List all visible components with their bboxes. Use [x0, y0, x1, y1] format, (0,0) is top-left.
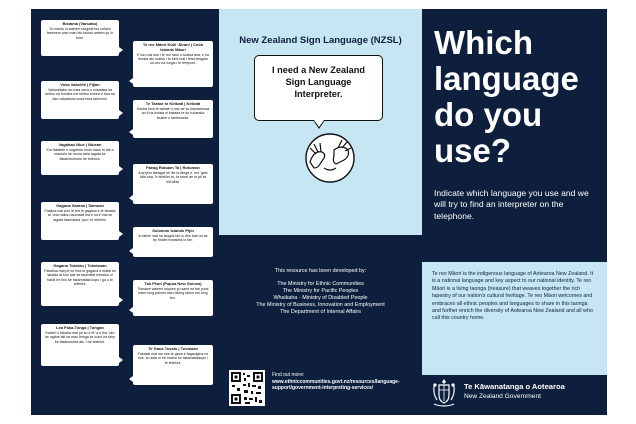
find-more-label: Find out more: [272, 372, 305, 378]
bubble-title: Vosa VakaViti | Fijian [60, 82, 100, 87]
bubble-body: Kia fakakite e vagahau motu hauu to tali a mautolu ke moua taha tagata ke fakahokohoko he telefoni. [46, 148, 114, 161]
bubble-title: Tok Pisin (Papua New Guinea) [144, 281, 202, 286]
bubble-body: Toksave wanem tokples yu save na bai yumi traim long painim man bilong tanim tok long fon. [137, 287, 209, 300]
language-bubble-rotuman [133, 164, 213, 204]
nzsl-title: New Zealand Sign Language (NZSL) [239, 35, 402, 46]
bubble-body: Vakaraitaka na vosa cava o vosataka ka keitou na tovolea me keitou kunea e dua na dau vakadewa vosa ema talevomi. [45, 88, 115, 101]
bubble-body: Iu talem wat na langus blo iu den bae mi sa try findim transleta lo fon. [138, 234, 208, 243]
language-bubble-bislama [41, 20, 119, 56]
bubble-body: Fakaasi mai me sea te gana e fagaoigina ne koe, ko saia ei ne matou se fakamatalaupu i te telefoni. [137, 352, 209, 365]
developer-org: The Ministry for Pacific Peoples [282, 288, 359, 294]
language-bubble-niuean [41, 141, 119, 175]
intro-text: Indicate which language you use and we will try to find an interpreter on the telephone. [434, 188, 589, 221]
bubble-title: Fāeag Rotuam Ta | Rotuman [146, 165, 200, 170]
language-bubble-solomon-pijin [133, 227, 213, 257]
bubble-title: Te reo Māori Kūki ʻĀirani | Cook Islands Māori [142, 42, 204, 52]
government-maori-name: Te Kāwanatanga o Aotearoa [464, 382, 565, 391]
language-bubble-kiribati [133, 100, 213, 138]
language-bubble-tokelauan [41, 262, 119, 306]
main-panel [422, 9, 607, 415]
developer-org: Whaikaha - Ministry of Disabled People [273, 295, 368, 301]
te-reo-maori-section [422, 262, 607, 375]
language-bubble-tongan [41, 324, 119, 366]
te-reo-maori-text: Te reo Māori is the indigenous language of Aotearoa New Zealand. It is a national language and key aspect to our national identity. Te reo Māori is a living taonga (treasure) that weaves together the rich tapestry of our nation's cultural heritage. Te reo Māori welcomes and embraces all ethnic peoples and languages to share in this taonga and further enrich the diversity of Aotearoa New Zealand and all who call this country home. [432, 271, 594, 322]
developer-org: The Department of Internal Affairs [280, 309, 361, 315]
find-more-link[interactable]: www.ethniccommunities.govt.nz/resources/language-support/government-interpreting-services/ [272, 378, 400, 391]
language-bubble-fijian [41, 81, 119, 119]
bubble-body: Kaotia bwa te taetae n nao ae ko kamanenaa ao ti na kotaia ni kakaea te tia rudaraka ibukim n tareboonia. [136, 107, 210, 120]
bubble-title: Vagahau Niue | Niuean [58, 142, 102, 147]
bubble-body: Yu toktok lo wanem langwis bui nofalui faeenem wan man blo toktok wetem yu lo fone. [46, 27, 114, 40]
developers-heading: This resource has been developed by: [274, 268, 367, 274]
qr-code-icon[interactable] [229, 370, 265, 406]
languages-panel [31, 9, 219, 415]
nz-coat-of-arms-icon [432, 378, 456, 408]
bubble-body: Kataki 'o fakaha mai pe ko e fē 'a e lea 'oku ke ngāue'aki ka mau feinga ke kumi ha tahy ke fakatonulea atu 'i he telefoni. [45, 331, 115, 344]
developers-panel [219, 235, 422, 415]
bubble-body: Faailoa mai poo le fea le gagana e te tautala ai, ona matou taumafai lea e su'e mai se tagata faamatala 'upu i le telefoni. [44, 209, 116, 222]
government-english-name: New Zealand Government [464, 393, 541, 400]
language-bubble-tuvaluan [133, 345, 213, 385]
language-bubble-tok-pisin [133, 280, 213, 316]
bubble-title: Te Gana Tuvalu | Tuvaluan [148, 346, 198, 351]
developer-org: The Ministry for Ethnic Communities [277, 281, 364, 287]
bubble-title: Gagana Tokelau | Tokelauan [53, 263, 107, 268]
bubble-body: Aus'ijem faeagat ne 'āe ia fāega e, me 'gelo tāla ona, 'e teleföni to, ta tenet ae ia pō ta höt'ak̄ta. [138, 171, 208, 184]
find-more [272, 372, 422, 392]
nzsl-speech-bubble: I need a New Zealand Sign Language Interpreter. [254, 55, 383, 121]
bubble-title: Te Taetae ni Kiribati | Kiribati [145, 101, 201, 106]
bubble-title: Solomon Islands Pijin [152, 228, 194, 233]
government-logo [430, 376, 607, 412]
language-bubble-samoan [41, 202, 119, 240]
bubble-body: E tuu mai koe i te reo tauu o tuatua ana, e ka timata atu matou i te kimi mai i tetai tangata un-reo na runga i te tereponi. [137, 52, 209, 66]
bubble-body: Fakailoa mai pe ko hea te gagana e mafai ke tautala ai koe kae ke taumafai kimatou ol hakili he tino ke fakamatala kupu i ga o te telefoni. [44, 269, 116, 286]
sign-language-hands-icon [298, 128, 358, 184]
headline: Which language do you use? [434, 24, 579, 169]
bubble-title: Lea Faka-Tonga | Tongan [56, 325, 104, 330]
language-bubble-cook-islands-maori [133, 41, 213, 87]
developer-org: The Ministry of Business, Innovation and Employment [256, 302, 385, 308]
bubble-title: Bislama (Vanuatu) [62, 21, 98, 26]
bubble-title: Gagana Samoa | Samoan [56, 203, 104, 208]
developers-block [219, 268, 422, 316]
